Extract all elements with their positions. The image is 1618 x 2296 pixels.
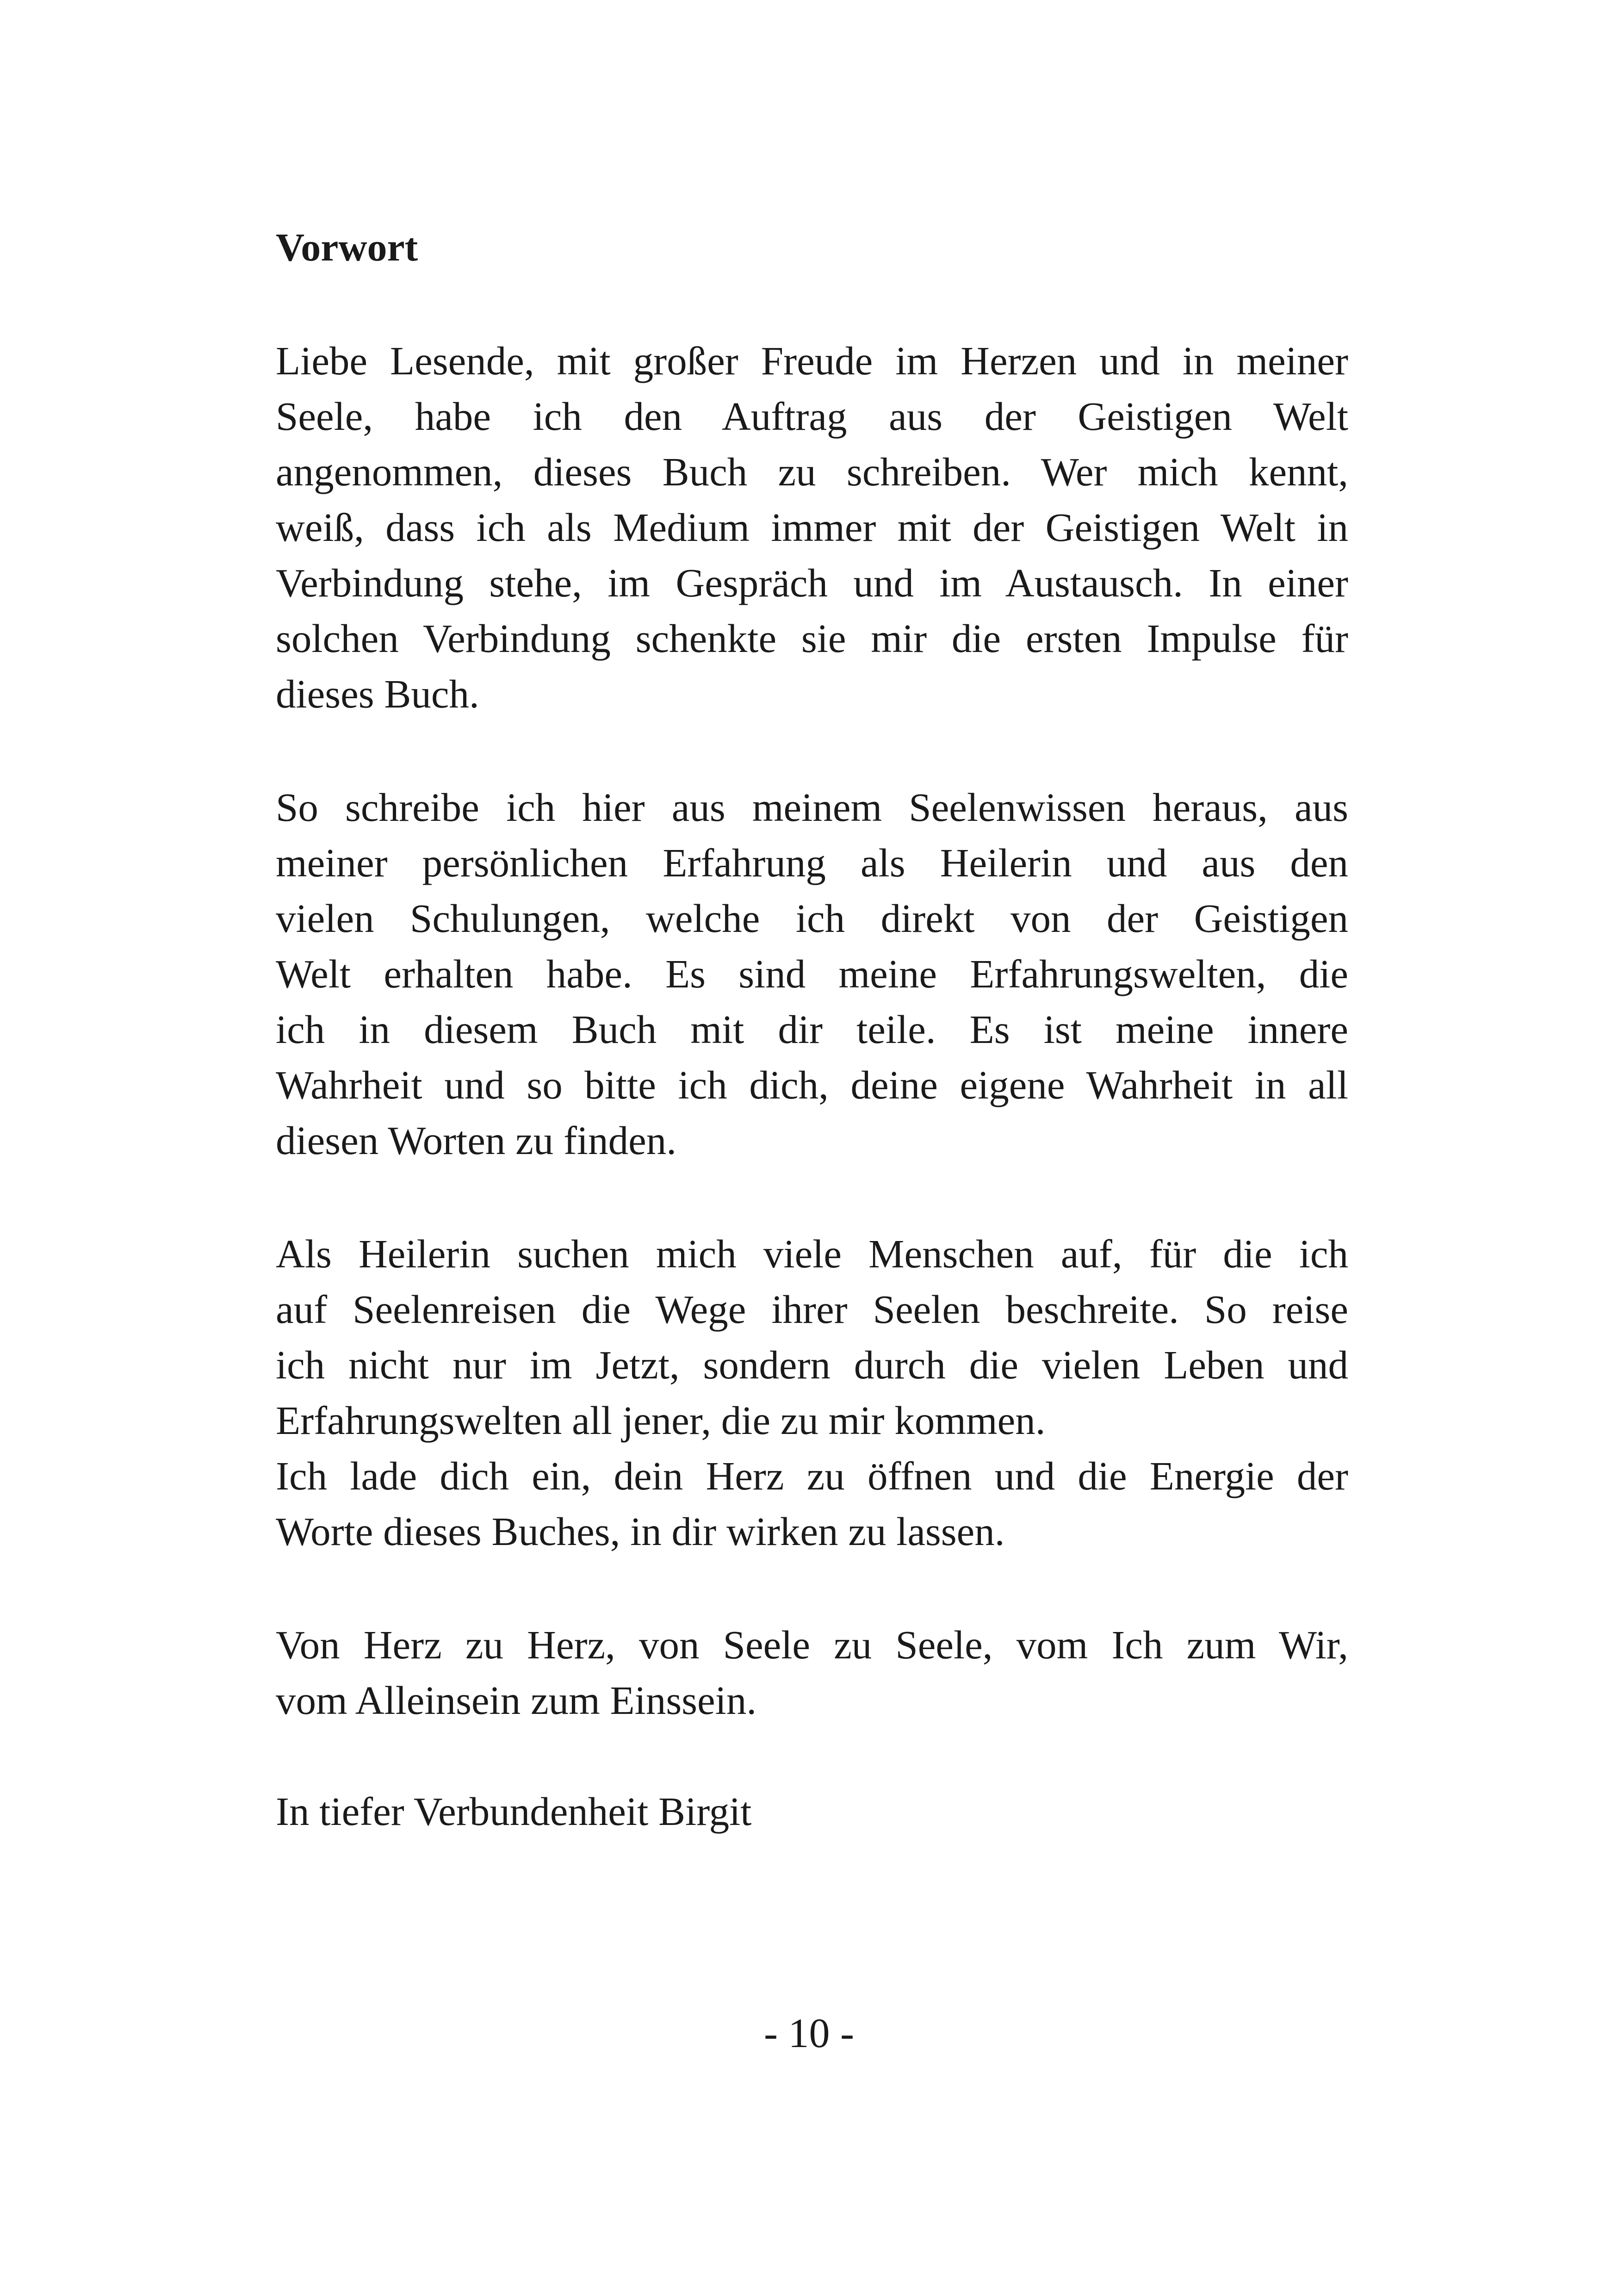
text-line: Ich lade dich ein, dein Herz zu öffnen und die Energie der (276, 1453, 1348, 1498)
paragraph-seelenwissen (276, 780, 1348, 1168)
paragraph-signature (276, 1784, 1348, 1839)
signature-line: In tiefer Verbundenheit Birgit (276, 1789, 752, 1834)
text-line: meiner persönlichen Erfahrung als Heilerin und aus den (276, 840, 1348, 885)
paragraph-herz-zu-herz (276, 1617, 1348, 1728)
text-line: Verbindung stehe, im Gespräch und im Austausch. In einer (276, 560, 1348, 605)
text-line: vielen Schulungen, welche ich direkt von der Geistigen (276, 896, 1348, 941)
text-line: Wahrheit und so bitte ich dich, deine eigene Wahrheit in all (276, 1062, 1348, 1107)
text-line: Von Herz zu Herz, von Seele zu Seele, vom Ich zum Wir, (276, 1622, 1348, 1667)
text-line: Liebe Lesende, mit großer Freude im Herzen und in meiner (276, 338, 1348, 383)
text-line: ich in diesem Buch mit dir teile. Es ist meine innere (276, 1007, 1348, 1052)
text-line: diesen Worten zu finden. (276, 1118, 676, 1163)
paragraph-heilerin (276, 1226, 1348, 1559)
text-line: vom Alleinsein zum Einssein. (276, 1678, 757, 1723)
text-line: weiß, dass ich als Medium immer mit der Geistigen Welt in (276, 505, 1348, 550)
text-line: auf Seelenreisen die Wege ihrer Seelen beschreite. So reise (276, 1287, 1348, 1332)
text-line: ich nicht nur im Jetzt, sondern durch die vielen Leben und (276, 1342, 1348, 1387)
text-line: dieses Buch. (276, 671, 479, 716)
text-line: So schreibe ich hier aus meinem Seelenwissen heraus, aus (276, 785, 1348, 830)
text-line: Erfahrungswelten all jener, die zu mir kommen. (276, 1398, 1046, 1443)
page-number: - 10 - (764, 2011, 854, 2056)
text-line: Welt erhalten habe. Es sind meine Erfahrungswelten, die (276, 951, 1348, 996)
text-line: Als Heilerin suchen mich viele Menschen auf, für die ich (276, 1231, 1348, 1276)
paragraph-intro (276, 333, 1348, 722)
chapter-heading: Vorwort (276, 225, 418, 269)
text-line: angenommen, dieses Buch zu schreiben. Wer mich kennt, (276, 449, 1348, 494)
text-line: Seele, habe ich den Auftrag aus der Geistigen Welt (276, 394, 1348, 439)
text-line: solchen Verbindung schenkte sie mir die ersten Impulse für (276, 616, 1348, 661)
text-line: Worte dieses Buches, in dir wirken zu lassen. (276, 1509, 1005, 1554)
